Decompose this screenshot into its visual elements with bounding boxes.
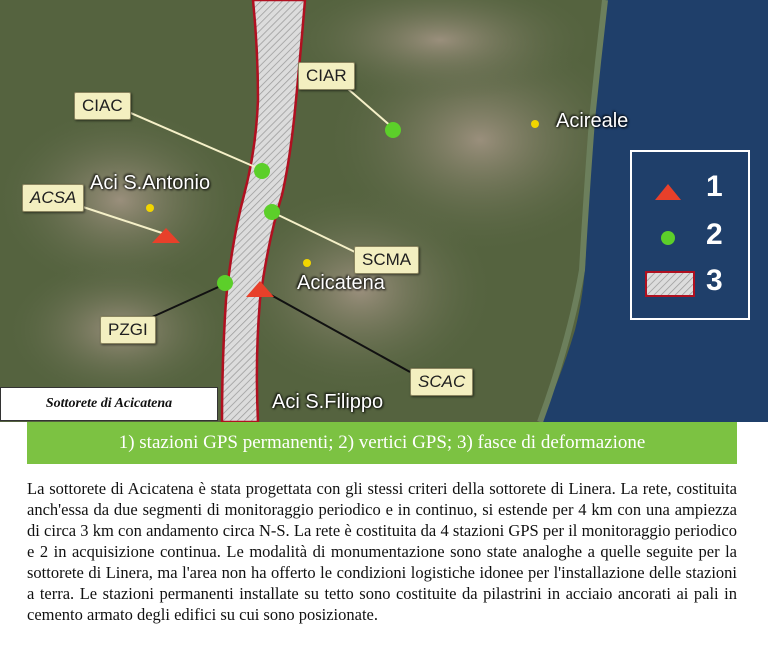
gps-vertex-ciar (385, 122, 401, 138)
station-label-scac: SCAC (410, 368, 473, 396)
legend-item-1 (632, 170, 748, 210)
gps-vertex-pzgi (217, 275, 233, 291)
town-label-acicatena: Acicatena (297, 272, 385, 294)
description-paragraph: La sottorete di Acicatena è stata progettata con gli stessi criteri della sottorete di Linera. La rete, costituita anch'essa da due segmenti di monitoraggio periodico e in continuo, si estende per 4 km con una ampiezza di circa 3 km con andamento circa N-S. La rete è costituita da 4 stazioni GPS per il monitoraggio periodico e 2 in acquisizione continua. Le modalità di monumentazione sono state analoghe a quelle seguite per la sottorete di Linera, ma l'area non ha offerto le condizioni logistiche idonee per l'installazione delle stazioni a terra. Le stazioni permanenti installate su tetto sono costituite da pilastrini in acciaio ancorati ai pali in cemento armato degli edifici su cui sono posizionate. (27, 479, 737, 624)
station-label-scma: SCMA (354, 246, 419, 274)
green-dot-icon (646, 218, 706, 258)
hatched-band-icon (642, 264, 702, 304)
station-label-ciac: CIAC (74, 92, 131, 120)
map-caption: Sottorete di Acicatena (0, 387, 218, 421)
legend-number-2: 2 (706, 218, 723, 251)
station-label-acsa: ACSA (22, 184, 84, 212)
map-legend (630, 150, 750, 320)
town-label-aci-s-antonio: Aci S.Antonio (90, 172, 211, 194)
red-triangle-icon (646, 170, 706, 210)
town-dot-aci-s-antonio (146, 204, 154, 212)
gps-vertex-scma (264, 204, 280, 220)
town-dot-acicatena (303, 259, 311, 267)
station-label-pzgi: PZGI (100, 316, 156, 344)
gps-vertex-ciac (254, 163, 270, 179)
legend-item-3 (632, 264, 748, 304)
town-label-acireale: Acireale (556, 110, 629, 132)
legend-number-3: 3 (706, 264, 723, 297)
legend-caption-band: 1) stazioni GPS permanenti; 2) vertici GPS; 3) fasce di deformazione (27, 422, 737, 464)
station-label-ciar: CIAR (298, 62, 355, 90)
town-label-aci-s-filippo: Aci S.Filippo (272, 391, 384, 413)
legend-item-2 (632, 218, 748, 258)
town-dot-acireale (531, 120, 539, 128)
legend-number-1: 1 (706, 170, 723, 203)
